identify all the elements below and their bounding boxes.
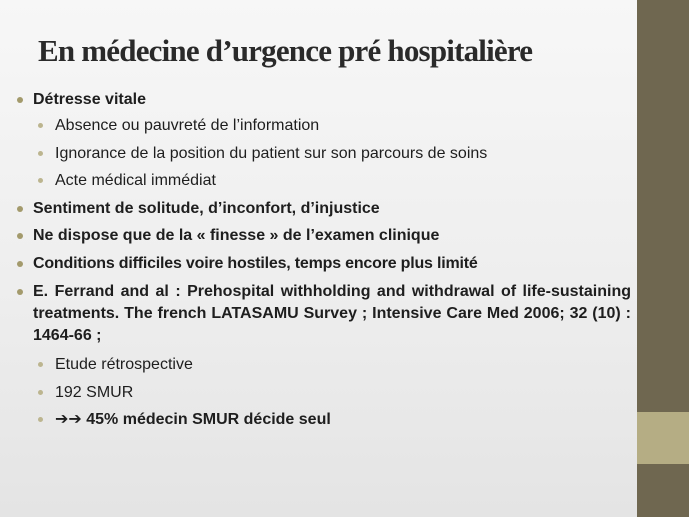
- sidebar-accent-band: [637, 412, 689, 464]
- bullet-icon: [17, 261, 23, 267]
- bullet-icon: [38, 390, 43, 395]
- sub-bullet-item: 192 SMUR: [55, 384, 134, 401]
- decorative-sidebar: [637, 0, 689, 517]
- bullet-item: Détresse vitale: [33, 91, 146, 108]
- bullet-icon: [38, 178, 43, 183]
- bullet-icon: [38, 123, 43, 128]
- citation-item: E. Ferrand and al : Prehospital withholding and withdrawal of life-sustaining treatments. The french LATASAMU Survey ; Intensive Care Med 2006; 32 (10) : 1464-66 ;: [33, 283, 631, 344]
- bullet-icon: [38, 151, 43, 156]
- sub-bullet-item: [55, 409, 331, 430]
- sub-bullet-item: Etude rétrospective: [55, 356, 193, 373]
- bullet-icon: [17, 289, 23, 295]
- bullet-icon: [17, 206, 23, 212]
- sub-bullet-item: Absence ou pauvreté de l’information: [55, 117, 320, 134]
- sub-bullet-item: Acte médical immédiat: [55, 172, 216, 189]
- double-arrow-icon: ➔➔: [55, 411, 82, 428]
- bullet-icon: [17, 97, 23, 103]
- sidebar-dark-top: [637, 0, 689, 412]
- bullet-icon: [38, 417, 43, 422]
- bullet-icon: [17, 233, 23, 239]
- bullet-item: Ne dispose que de la « finesse » de l’examen clinique: [33, 227, 440, 244]
- sidebar-dark-bottom: [637, 464, 689, 517]
- slide-title: En médecine d’urgence pré hospitalière: [38, 33, 533, 68]
- bullet-item: Sentiment de solitude, d’inconfort, d’injustice: [33, 200, 380, 217]
- sub-bullet-text: 45% médecin SMUR décide seul: [81, 411, 331, 428]
- sub-bullet-item: Ignorance de la position du patient sur son parcours de soins: [55, 145, 488, 162]
- bullet-icon: [38, 362, 43, 367]
- bullet-item: Conditions difficiles voire hostiles, temps encore plus limité: [33, 255, 478, 272]
